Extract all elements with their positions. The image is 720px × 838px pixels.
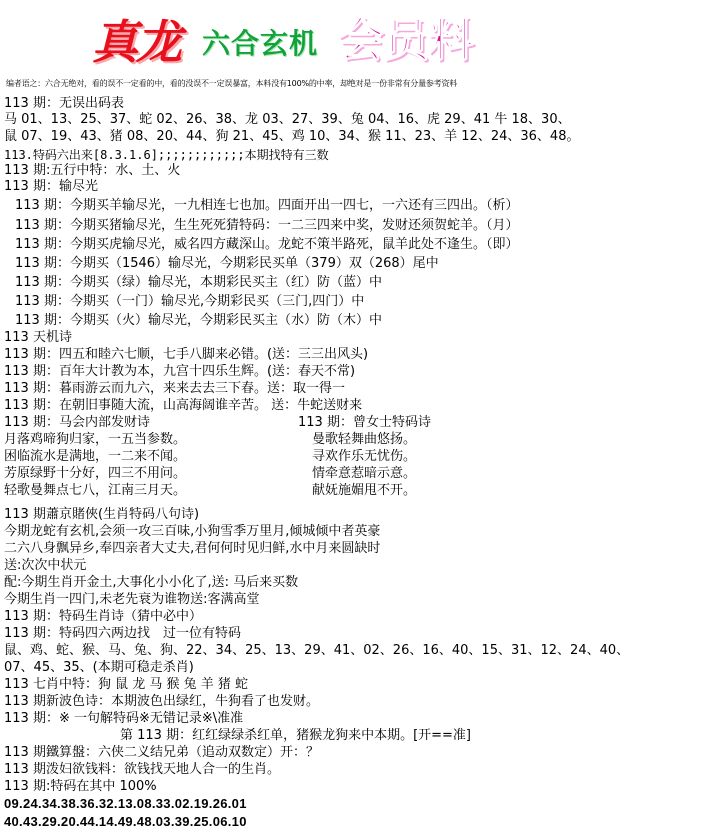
text-line: 113 期：在朝旧事随大流，山高海阔谁辛苦。 送：牛蛇送财来 [4, 398, 363, 413]
text-line: 配:今期生肖开金土,大事化小小化了,送: 马后来买数 [4, 575, 299, 590]
text-line: 113.特码六出来[8.3.1.6];;;;;;;;;;;;本期找特有三数 [4, 148, 329, 162]
text-line: 113 期：今期买（1546）输尽光，今期彩民买单（379）双（268）尾中 [15, 256, 439, 271]
text-line: 113 期：暮雨游云而九六，来来去去三下春。送：取一得一 [4, 381, 345, 396]
text-line: 113 期：曾女士特码诗 [298, 415, 431, 430]
text-line: 献妩施媚甩不开。 [312, 483, 417, 498]
text-line: 曼歌轻舞曲悠扬。 [312, 432, 417, 447]
text-line: 113 期：无误出码表 [4, 96, 124, 111]
text-line: 113 期新波色诗：本期波色出绿红，牛狗看了也发财。 [4, 694, 319, 709]
logo-title-part2: 六合玄机 [202, 27, 319, 60]
text-line: 113 期泼妇欲钱料：欲钱找天地人合一的生肖。 [4, 762, 280, 777]
text-line: 113 期：今期买猪输尽光，生生死死猜特码：一二三四来中奖，发财还须贺蛇羊。（月） [15, 218, 519, 233]
text-line: 轻歌曼舞点七八，江南三月天。 [4, 483, 187, 498]
text-line: 寻欢作乐无忧伤。 [312, 449, 417, 464]
text-line: 113 期：马会内部发财诗 [4, 415, 150, 430]
text-line: 今期龙蛇有玄机,会须一攻三百味,小狗雪季万里月,倾城倾中者英豪 [4, 524, 381, 539]
text-line: 113 期蕭京賭俠(生肖特码八句诗) [4, 507, 200, 522]
logo-title-part1: 真龙 [92, 15, 180, 69]
text-line: 鼠 07、19、43、猪 08、20、44、狗 21、45、鸡 10、34、猴 11、23、羊 12、24、36、48。 [4, 129, 580, 144]
logo-title-part3: 会员料 [338, 13, 473, 67]
text-line: 113 期：特码四六两边找 过一位有特码 [4, 626, 241, 641]
text-line: 第 113 期：红红绿绿杀红单，猪猴龙狗来中本期。[开==准] [120, 728, 472, 743]
text-line: 113 期鐵算盤：六侠二义结兄弟（追动双数定）开：？ [4, 745, 319, 760]
page-header [0, 0, 720, 70]
text-line: 113 期：特码生肖诗（猜中必中） [4, 609, 202, 624]
text-line: 113 期：今期买虎输尽光，威名四方藏深山。龙蛇不策半路死，鼠羊此处不逢生。（即） [15, 237, 519, 252]
text-line: 113 期:五行中特：水、土、火 [4, 163, 181, 178]
text-line: 113 七肖中特：狗 鼠 龙 马 猴 兔 羊 猪 蛇 [4, 677, 249, 692]
text-line: 今期生肖一四门,未老先衰为谁物送:客满高堂 [4, 592, 260, 607]
text-line: 07、45、35、(本期可稳走杀肖) [4, 660, 194, 675]
text-line: 113 期：输尽光 [4, 179, 98, 194]
text-line: 113 期:特码在其中 100% [4, 779, 157, 794]
text-line: 113 期：※ 一句解特码※无错记录※\准准 [4, 711, 244, 726]
text-line: 鼠、鸡、蛇、猴、马、兔、狗、22、34、25、13、29、41、02、26、16、40、15、31、12、24、40、 [4, 643, 630, 658]
text-line: 113 期：今期买（一门）输尽光,今期彩民买（三门,四门）中 [15, 294, 365, 309]
number-line: 40.43.29.20.44.14.49.48.03.39.25.06.10 [4, 814, 247, 829]
text-line: 113 期：四五和睦六七顺，七手八脚来必错。(送：三三出风头) [4, 347, 369, 362]
text-line: 情牵意惹暗示意。 [312, 466, 417, 481]
text-line: 113 期：百年大计教为本，九宫十四乐生辉。(送：春天不常) [4, 364, 356, 379]
text-line: 113 天机诗 [4, 330, 72, 345]
text-line: 二六八身飘异乡,奉四亲者大丈夫,君何何时见归鲜,水中月来圆缺时 [4, 541, 381, 556]
text-line: 送:次次中状元 [4, 558, 87, 573]
text-line: 困临流水是满地，一二来不闻。 [4, 449, 187, 464]
text-line: 113 期：今期买（绿）输尽光，本期彩民买主（红）防（蓝）中 [15, 275, 382, 290]
editor-slogan: 编者语之：六合无绝对，看的误不一定看的中，看的没误不一定误暴富，本料没有100%的中率，却绝对是一份非常有分量参考资料 [6, 79, 458, 88]
text-line: 马 01、13、25、37、蛇 02、26、38、龙 03、27、39、兔 04、16、虎 29、41 牛 18、30、 [4, 112, 571, 127]
text-line: 113 期：今期买（火）输尽光，今期彩民买主（水）防（木）中 [15, 313, 382, 328]
text-line: 113 期：今期买羊输尽光，一九相连七也加。四面开出一四七，一六还有三四出。（析） [15, 198, 519, 213]
text-line: 芳原绿野十分好，四三不用问。 [4, 466, 187, 481]
text-line: 月落鸡啼狗归家，一五当参数。 [4, 432, 187, 447]
number-line: 09.24.34.38.36.32.13.08.33.02.19.26.01 [4, 796, 247, 811]
